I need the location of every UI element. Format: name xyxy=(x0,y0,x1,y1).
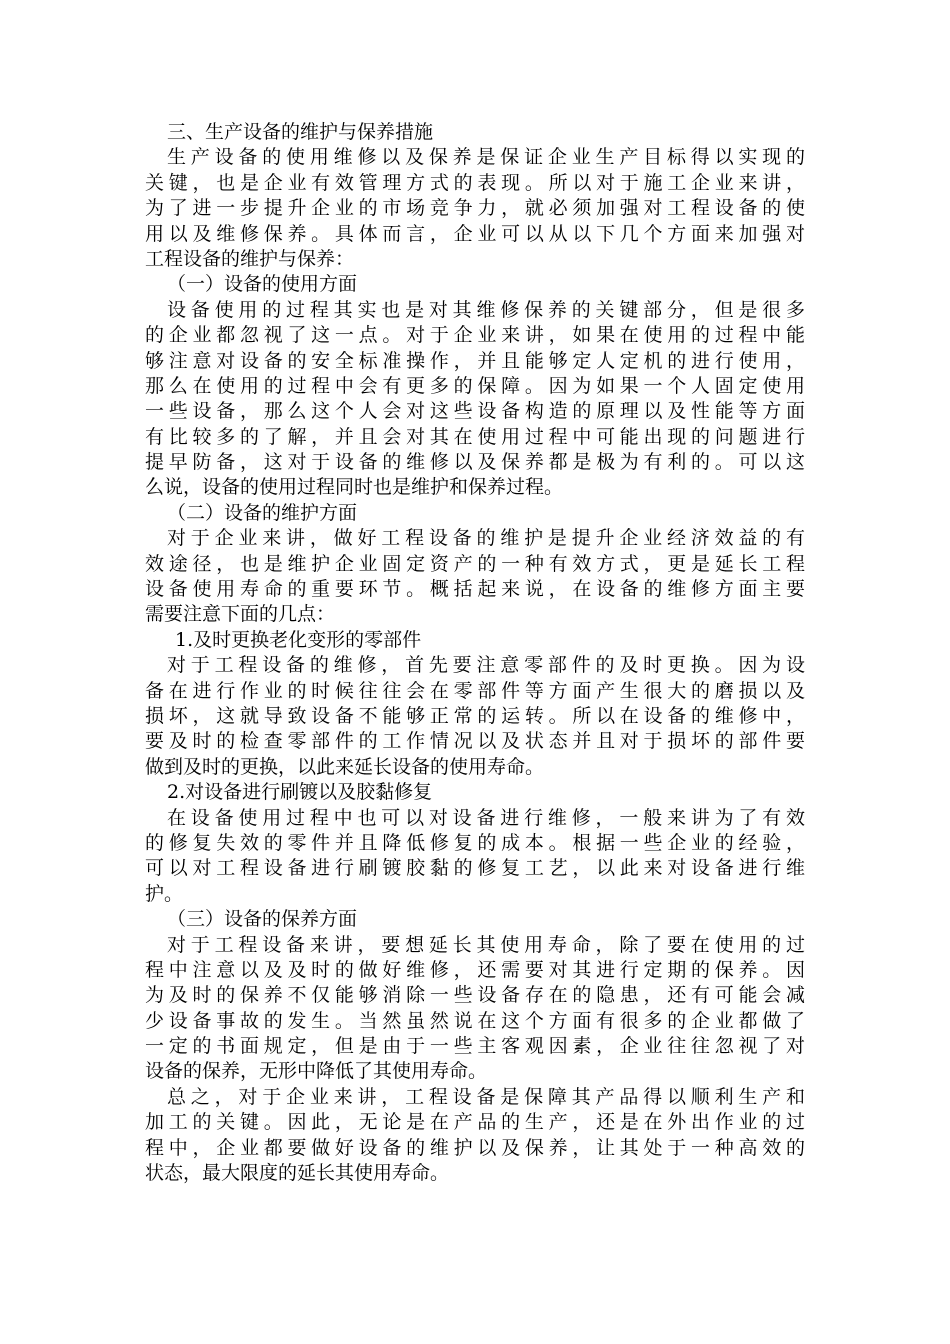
section-heading: 三、生产设备的维护与保养措施 xyxy=(167,121,434,143)
paragraph-line: 有比较多的了解，并且会对其在使用过程中可能出现的问题进行 xyxy=(145,425,805,448)
paragraph-line: 加工的关键。因此，无论是在产品的生产，还是在外出作业的过 xyxy=(145,1111,805,1134)
paragraph-line: 设备的保养，无形中降低了其使用寿命。 xyxy=(145,1060,488,1083)
paragraph-line: 生产设备的使用维修以及保养是保证企业生产目标得以实现的 xyxy=(167,146,805,169)
paragraph-line: 那么在使用的过程中会有更多的保障。因为如果一个人固定使用 xyxy=(145,374,805,397)
paragraph-line: 对于工程设备来讲，要想延长其使用寿命，除了要在使用的过 xyxy=(167,933,805,956)
paragraph-line: 对于企业来讲，做好工程设备的维护是提升企业经济效益的有 xyxy=(167,527,805,550)
paragraph-line: 么说，设备的使用过程同时也是维护和保养过程。 xyxy=(145,476,564,499)
paragraph-line: 为及时的保养不仅能够消除一些设备存在的隐患，还有可能会减 xyxy=(145,984,805,1007)
paragraph-line: 一些设备，那么这个人会对这些设备构造的原理以及性能等方面 xyxy=(145,400,805,423)
paragraph-line: 用以及维修保养。具体而言，企业可以从以下几个方面来加强对 xyxy=(145,222,805,245)
subsection-heading: （一）设备的使用方面 xyxy=(167,273,358,296)
paragraph-line: 效途径，也是维护企业固定资产的一种有效方式，更是延长工程 xyxy=(145,552,805,575)
paragraph-line: 程中注意以及及时的做好维修，还需要对其进行定期的保养。因 xyxy=(145,958,805,981)
subsection-heading: （三）设备的保养方面 xyxy=(167,908,358,931)
document-body xyxy=(145,120,805,1186)
item-heading: 2.对设备进行刷镀以及胶黏修复 xyxy=(167,781,433,804)
paragraph-line: 少设备事故的发生。当然虽然说在这个方面有很多的企业都做了 xyxy=(145,1009,805,1032)
paragraph-line: 损坏，这就导致设备不能够正常的运转。所以在设备的维修中， xyxy=(145,704,805,727)
paragraph-line: 总之，对于企业来讲，工程设备是保障其产品得以顺利生产和 xyxy=(167,1085,805,1108)
subsection-heading: （二）设备的维护方面 xyxy=(167,501,358,524)
paragraph-line: 程中，企业都要做好设备的维护以及保养，让其处于一种高效的 xyxy=(145,1136,805,1159)
paragraph-line: 关键，也是企业有效管理方式的表现。所以对于施工企业来讲， xyxy=(145,171,805,194)
item-heading: 1.及时更换老化变形的零部件 xyxy=(175,628,422,651)
paragraph-line: 工程设备的维护与保养： xyxy=(145,247,355,270)
paragraph-line: 可以对工程设备进行刷镀胶黏的修复工艺，以此来对设备进行维 xyxy=(145,857,805,880)
paragraph-line: 状态，最大限度的延长其使用寿命。 xyxy=(145,1162,450,1185)
paragraph-line: 护。 xyxy=(145,882,184,905)
paragraph-line: 要及时的检查零部件的工作情况以及状态并且对于损坏的部件要 xyxy=(145,730,805,753)
paragraph-line: 一定的书面规定，但是由于一些主客观因素，企业往往忽视了对 xyxy=(145,1035,805,1058)
paragraph-line: 在设备使用过程中也可以对设备进行维修，一般来讲为了有效 xyxy=(167,806,805,829)
paragraph-line: 提早防备，这对于设备的维修以及保养都是极为有利的。可以这 xyxy=(145,451,805,474)
paragraph-line: 做到及时的更换，以此来延长设备的使用寿命。 xyxy=(145,755,545,778)
paragraph-line: 够注意对设备的安全标准操作，并且能够定人定机的进行使用， xyxy=(145,349,805,372)
paragraph-line: 的修复失效的零件并且降低修复的成本。根据一些企业的经验， xyxy=(145,831,805,854)
paragraph-line: 设备使用寿命的重要环节。概括起来说，在设备的维修方面主要 xyxy=(145,578,805,601)
paragraph-line: 设备使用的过程其实也是对其维修保养的关键部分，但是很多 xyxy=(167,298,805,321)
paragraph-line: 对于工程设备的维修，首先要注意零部件的及时更换。因为设 xyxy=(167,654,805,677)
paragraph-line: 备在进行作业的时候往往会在零部件等方面产生很大的磨损以及 xyxy=(145,679,805,702)
paragraph-line: 的企业都忽视了这一点。对于企业来讲，如果在使用的过程中能 xyxy=(145,324,805,347)
paragraph-line: 需要注意下面的几点： xyxy=(145,603,336,626)
paragraph-line: 为了进一步提升企业的市场竞争力，就必须加强对工程设备的使 xyxy=(145,197,805,220)
